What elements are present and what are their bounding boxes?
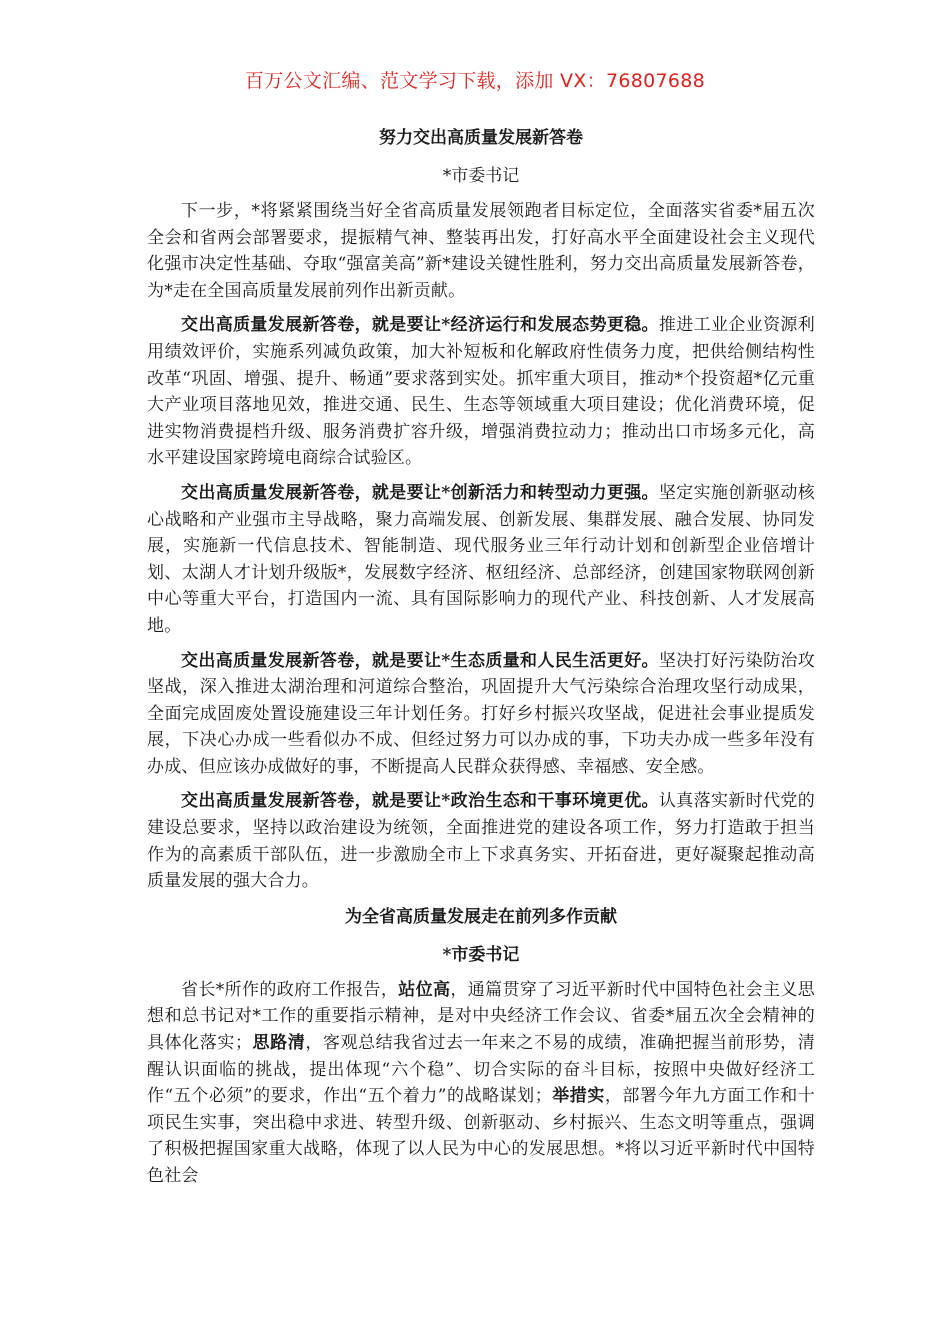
paragraph-lead: 交出高质量发展新答卷，就是要让*政治生态和干事环境更优。 — [181, 791, 659, 812]
article-2-author: *市委书记 — [442, 944, 520, 965]
paragraph-lead: 交出高质量发展新答卷，就是要让*创新活力和转型动力更强。 — [181, 482, 659, 503]
paragraph-lead: 交出高质量发展新答卷，就是要让*经济运行和发展态势更稳。 — [181, 315, 659, 336]
keyword-highlight: 思路清 — [252, 1033, 306, 1054]
paragraph-body: 坚决打好污染防治攻坚战，深入推进太湖治理和河道综合整治，巩固提升大气污染综合治理攻坚行动成果，全面完成固废处置设施建设三年计划任务。打好乡村振兴攻坚战，促进社会事业提质发展，下决心办成一些看似办不成、但经过努力可以办成的事，下功夫办成一些多年没有办成、但应该办成做好的事，不断提高人民群众获得感、幸福感、安全感。 — [147, 650, 815, 777]
article-1-author: *市委书记 — [442, 166, 520, 186]
segment-text: ，通篇贯穿了习近平新时代中国特色社会主义思想和总书记对*工作的重要指示精神，是对中央经济工作会议、省委*届五次全会精神的具体化落实； — [147, 979, 815, 1054]
article-2-paragraph-1 — [147, 977, 815, 1190]
paragraph-body: 认真落实新时代党的建设总要求，坚持以政治建设为统领，全面推进党的建设各项工作，努力打造敢于担当作为的高素质干部队伍，进一步激励全市上下求真务实、开拓奋进，更好凝聚起推动高质量发展的强大合力。 — [147, 791, 815, 892]
article-2-title: 为全省高质量发展走在前列多作贡献 — [345, 906, 617, 927]
article-1-paragraph-4 — [147, 648, 815, 781]
segment-text: ，客观总结我省过去一年来之不易的成绩，准确把握当前形势，清醒认识面临的挑战，提出体现“六个稳”、切合实际的奋斗目标，按照中央做好经济工作“五个必须”的要求，作出“五个着力”的战略谋划； — [147, 1033, 815, 1107]
paragraph-body: 推进工业企业资源利用绩效评价，实施系列减负政策，加大补短板和化解政府性债务力度，把供给侧结构性改革“巩固、增强、提升、畅通”要求落到实处。抓牢重大项目，推动*个投资超*亿元重大产业项目落地见效，推进交通、民生、生态等领域重大项目建设；优化消费环境，促进实物消费提档升级、服务消费扩容升级，增强消费拉动力；推动出口市场多元化，高水平建设国家跨境电商综合试验区。 — [147, 315, 815, 469]
paragraph-lead: 交出高质量发展新答卷，就是要让*生态质量和人民生活更好。 — [181, 650, 659, 671]
header-banner: 百万公文汇编、范文学习下载，添加 VX：76807688 — [244, 70, 706, 92]
paragraph-body: 下一步，*将紧紧围绕当好全省高质量发展领跑者目标定位，全面落实省委*届五次全会和省两会部署要求，提振精气神、整装再出发，打好高水平全面建设社会主义现代化强市决定性基础、夺取“强富美高”新*建设关键性胜利，努力交出高质量发展新答卷，为*走在全国高质量发展前列作出新贡献。 — [147, 201, 815, 301]
article-1-paragraph-1 — [147, 198, 815, 304]
article-1-title: 努力交出高质量发展新答卷 — [379, 128, 583, 148]
document-body — [147, 124, 815, 1198]
keyword-highlight: 站位高 — [398, 979, 451, 1000]
article-1-paragraph-2 — [147, 312, 815, 472]
segment-text: 省长*所作的政府工作报告， — [181, 979, 399, 1000]
article-1-paragraph-5 — [147, 788, 815, 894]
article-1-paragraph-3 — [147, 480, 815, 640]
paragraph-body: 坚定实施创新驱动核心战略和产业强市主导战略，聚力高端发展、创新发展、集群发展、融合发展、协同发展，实施新一代信息技术、智能制造、现代服务业三年行动计划和创新型企业倍增计划、太湖人才计划升级版*，发展数字经济、枢纽经济、总部经济，创建国家物联网创新中心等重大平台，打造国内一流、具有国际影响力的现代产业、科技创新、人才发展高地。 — [147, 482, 815, 636]
segment-text: ，部署今年九方面工作和十项民生实事，突出稳中求进、转型升级、创新驱动、乡村振兴、生态文明等重点，强调了积极把握国家重大战略，体现了以人民为中心的发展思想。*将以习近平新时代中国特色社会 — [147, 1086, 816, 1186]
keyword-highlight: 举措实 — [551, 1086, 605, 1107]
